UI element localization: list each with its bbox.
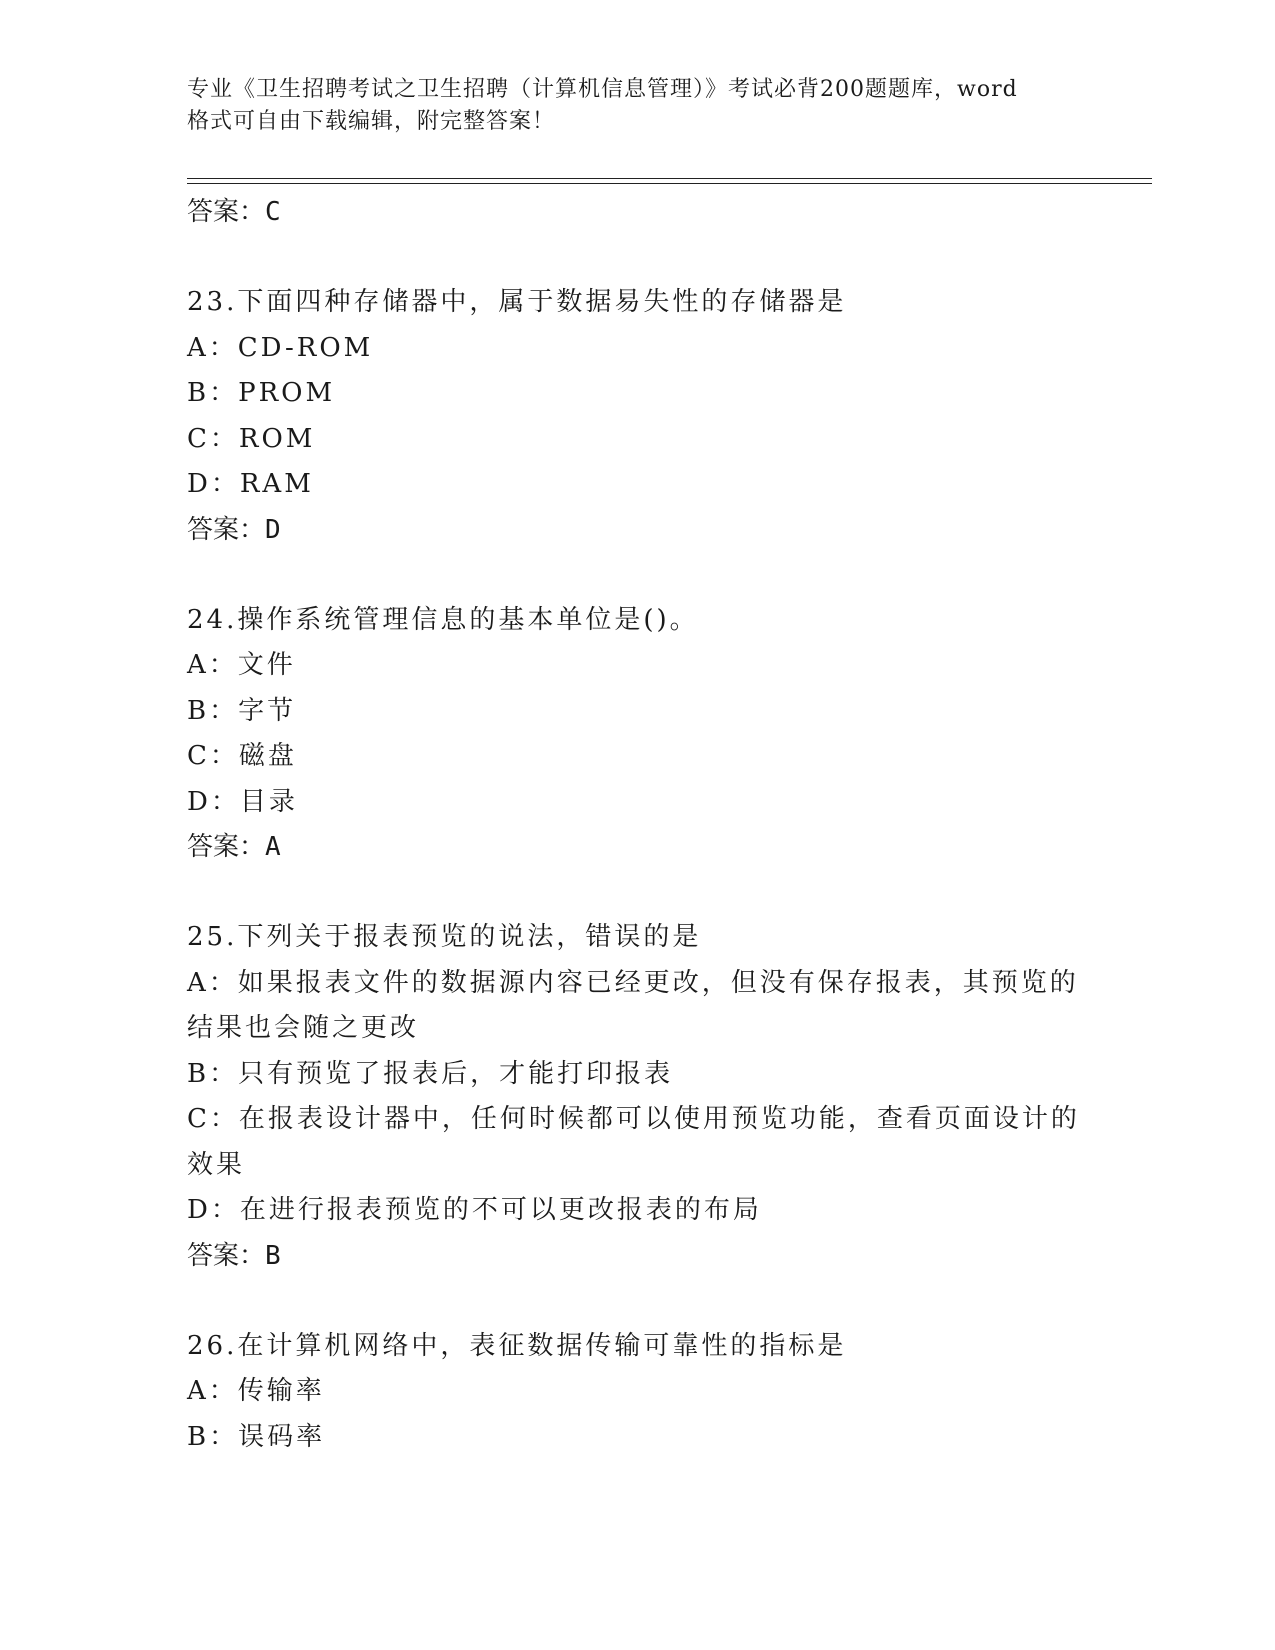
header-line-2: 格式可自由下载编辑，附完整答案！ — [187, 109, 556, 134]
option-a: A：传输率 — [187, 1376, 325, 1406]
question-26 — [187, 1324, 1087, 1461]
option-c: C：ROM — [187, 423, 316, 454]
question-title: 25.下列关于报表预览的说法，错误的是 — [187, 922, 702, 952]
option-b: B：字节 — [187, 695, 297, 726]
answer-line: 答案：A — [187, 832, 281, 862]
option-d: D：RAM — [187, 469, 314, 499]
question-title: 26.在计算机网络中，表征数据传输可靠性的指标是 — [187, 1330, 847, 1361]
option-a: A：CD-ROM — [187, 332, 374, 363]
option-b: B：PROM — [187, 378, 336, 408]
option-a-continued: 结果也会随之更改 — [187, 1013, 420, 1043]
option-b: B：只有预览了报表后，才能打印报表 — [187, 1058, 674, 1089]
option-c-continued: 效果 — [187, 1149, 246, 1180]
question-24 — [187, 598, 1087, 870]
option-a: A：文件 — [187, 650, 296, 680]
option-a: A：如果报表文件的数据源内容已经更改，但没有保存报表，其预览的 — [187, 967, 1079, 998]
header-line-1: 专业《卫生招聘考试之卫生招聘（计算机信息管理）》考试必背200题题库，word — [187, 77, 1018, 102]
answer-line: 答案：D — [187, 514, 281, 545]
question-list — [187, 190, 1087, 1460]
option-c: C：磁盘 — [187, 741, 297, 771]
option-c: C：在报表设计器中，任何时候都可以使用预览功能，查看页面设计的 — [187, 1104, 1080, 1134]
answer-line: 答案：B — [187, 1240, 281, 1271]
option-b: B：误码率 — [187, 1421, 326, 1452]
question-title: 23.下面四种存储器中，属于数据易失性的存储器是 — [187, 287, 847, 317]
option-d: D：目录 — [187, 786, 298, 817]
header-divider-top — [187, 178, 1152, 179]
question-25 — [187, 915, 1087, 1278]
option-d: D：在进行报表预览的不可以更改报表的布局 — [187, 1195, 762, 1225]
header-divider-bottom — [187, 183, 1152, 184]
question-title: 24.操作系统管理信息的基本单位是()。 — [187, 604, 699, 635]
question-23 — [187, 280, 1087, 552]
answer-line: 答案：C — [187, 197, 281, 227]
document-header — [187, 74, 1087, 138]
